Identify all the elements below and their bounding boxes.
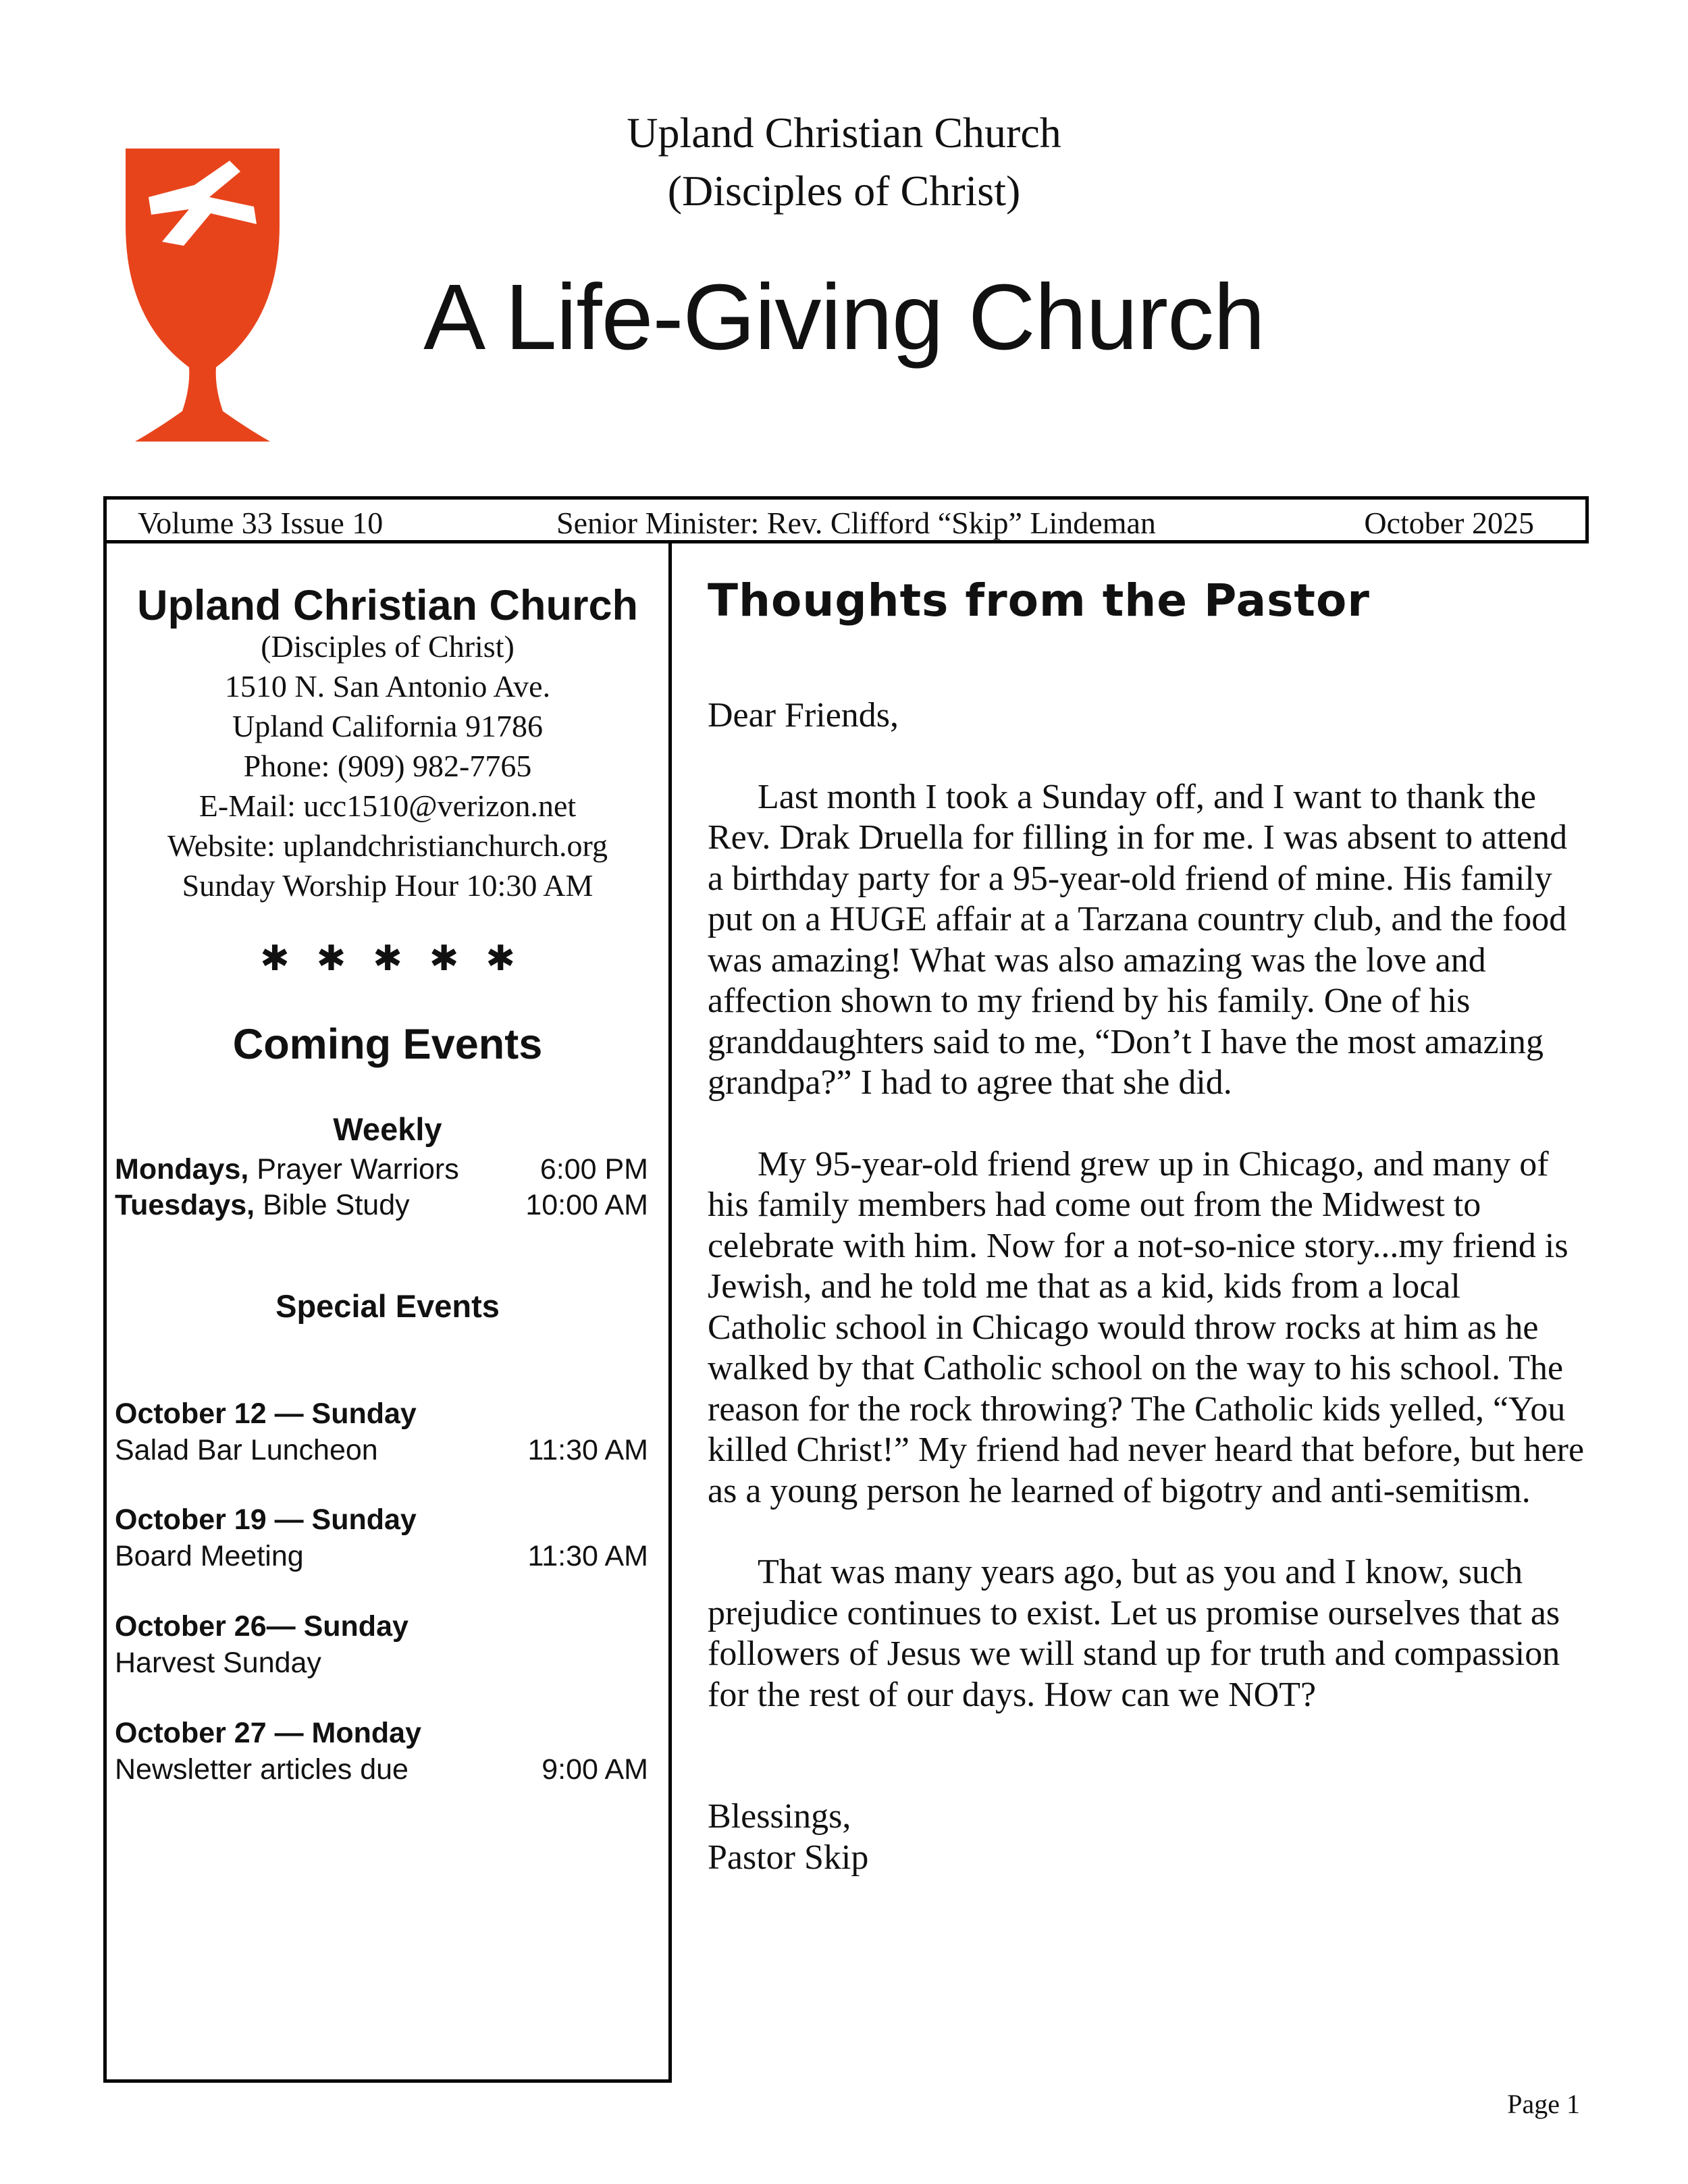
- weekly-event: [115, 1151, 648, 1188]
- special-event: [115, 1608, 648, 1645]
- event-time: 6:00 PM: [539, 1153, 648, 1186]
- page-number: Page 1: [1507, 2089, 1580, 2119]
- event-date: October 19 — Sunday: [115, 1503, 417, 1536]
- sidebar-denomination: (Disciples of Christ): [261, 629, 515, 664]
- sidebar-title: Upland Christian Church: [136, 582, 639, 629]
- phone-number: Phone: (909) 982-7765: [243, 749, 532, 783]
- event-day: Tuesdays,: [115, 1189, 255, 1221]
- event-name: Board Meeting: [115, 1540, 304, 1572]
- event-date: October 27 — Monday: [115, 1717, 421, 1749]
- event-name: Newsletter articles due: [115, 1753, 408, 1786]
- website: Website: uplandchristianchurch.org: [167, 828, 608, 863]
- event-time: 11:30 AM: [527, 1434, 648, 1466]
- salutation: Dear Friends,: [708, 696, 899, 735]
- closing: Blessings,: [708, 1797, 851, 1836]
- article-title: Thoughts from the Pastor: [708, 575, 1370, 627]
- info-bar: [103, 496, 1589, 543]
- email-address: E-Mail: ucc1510@verizon.net: [199, 789, 577, 823]
- weekly-heading: Weekly: [333, 1111, 442, 1147]
- senior-minister: Senior Minister: Rev. Clifford “Skip” Lindeman: [556, 506, 1156, 540]
- sidebar: [103, 543, 672, 2083]
- event-name: Prayer Warriors: [257, 1153, 459, 1186]
- letter-paragraph: That was many years ago, but as you and I know, such prejudice continues to exist. Let us promise ourselves that as followers of Jesus we will stand up for truth and compassion for the rest of our days. How can we NOT?: [708, 1553, 1560, 1714]
- special-event-detail: [115, 1645, 648, 1681]
- star-divider: ✱✱✱✱✱: [260, 939, 542, 978]
- issue-date: October 2025: [1364, 506, 1534, 540]
- event-name: Salad Bar Luncheon: [115, 1434, 378, 1466]
- event-date: October 26— Sunday: [115, 1610, 408, 1643]
- event-name: Bible Study: [263, 1189, 410, 1221]
- special-event-detail: [115, 1538, 648, 1574]
- newsletter-headline: A Life-Giving Church: [423, 265, 1265, 369]
- coming-events-heading: Coming Events: [232, 1021, 543, 1068]
- event-name: Harvest Sunday: [115, 1647, 321, 1679]
- signature: Pastor Skip: [708, 1838, 869, 1877]
- letter-paragraph: My 95-year-old friend grew up in Chicago, and many of his family members had come out from the Midwest to celebrate with him. Now for a not-so-nice story...my friend is Jewish, and he told me that as a kid, kids from a local Catholic school in Chicago would throw rocks at him as he walked by that Catholic school on the way to his school. The reason for the rock throwing? The Catholic kids yelled, “You killed Christ!” My friend had never heard that before, but here as a young person he learned of bigotry and anti-semitism.: [708, 1144, 1585, 1510]
- city-address: Upland California 91786: [232, 709, 543, 743]
- event-day: Mondays,: [115, 1153, 249, 1186]
- event-time: 10:00 AM: [525, 1189, 648, 1221]
- special-event: [115, 1501, 648, 1538]
- denomination: (Disciples of Christ): [667, 167, 1021, 215]
- weekly-event: [115, 1187, 648, 1223]
- special-event: [115, 1395, 648, 1432]
- street-address: 1510 N. San Antonio Ave.: [224, 669, 551, 703]
- volume-issue: Volume 33 Issue 10: [138, 506, 384, 540]
- pastor-letter: [708, 695, 1585, 1878]
- worship-hour: Sunday Worship Hour 10:30 AM: [182, 868, 594, 903]
- letter-paragraph: Last month I took a Sunday off, and I want to thank the Rev. Drak Druella for filling in for me. I was absent to attend a birthday party for a 95-year-old friend of mine. His family put on a HUGE affair at a Tarzana country club, and the food was amazing! What was also amazing was the love and affection shown to my friend by his family. One of his granddaughters said to me, “Don’t I have the most amazing grandpa?” I had to agree that she did.: [708, 777, 1568, 1102]
- event-time: 11:30 AM: [527, 1540, 648, 1572]
- special-event-detail: [115, 1751, 648, 1788]
- special-event: [115, 1715, 648, 1751]
- special-events-heading: Special Events: [275, 1288, 500, 1324]
- special-event-detail: [115, 1432, 648, 1468]
- church-name: Upland Christian Church: [627, 109, 1061, 157]
- event-date: October 12 — Sunday: [115, 1397, 417, 1430]
- event-time: 9:00 AM: [542, 1753, 648, 1786]
